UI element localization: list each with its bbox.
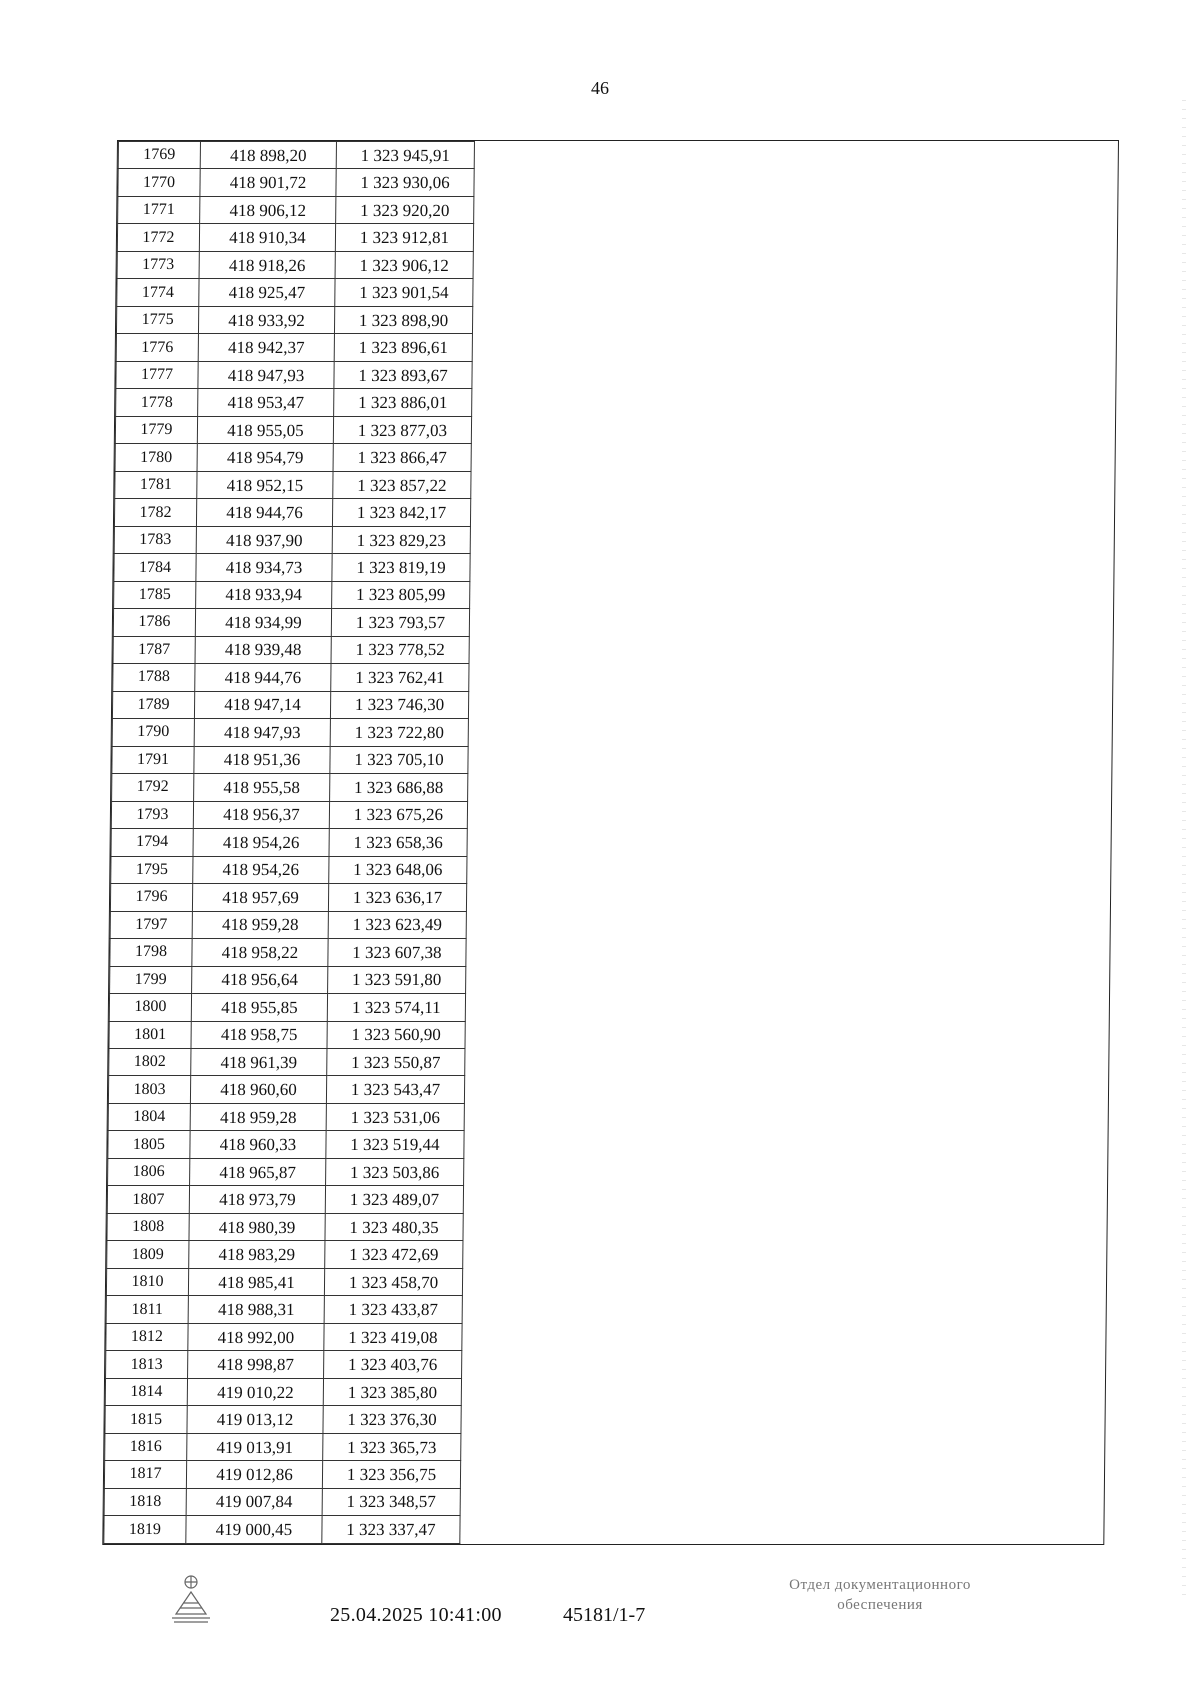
point-number-cell: 1793: [111, 801, 193, 828]
table-row: [116, 306, 472, 333]
coordinates-table-body: [104, 142, 475, 1544]
point-number-cell: 1780: [115, 444, 197, 471]
page-number: 46: [591, 78, 609, 98]
table-row: [116, 389, 472, 416]
y-coordinate-cell: 1 323 893,67: [334, 361, 472, 388]
y-coordinate-cell: 1 323 896,61: [334, 334, 472, 361]
x-coordinate-cell: 418 956,64: [192, 966, 328, 993]
point-number-cell: 1784: [114, 554, 196, 581]
table-row: [112, 746, 468, 773]
x-coordinate-cell: 418 918,26: [199, 251, 335, 278]
table-row: [115, 444, 471, 471]
y-coordinate-cell: 1 323 866,47: [333, 444, 471, 471]
y-coordinate-cell: 1 323 550,87: [327, 1048, 465, 1075]
x-coordinate-cell: 418 901,72: [200, 169, 336, 196]
x-coordinate-cell: 418 933,92: [198, 306, 334, 333]
x-coordinate-cell: 418 944,76: [196, 499, 332, 526]
x-coordinate-cell: 418 898,20: [200, 142, 336, 169]
x-coordinate-cell: 418 934,99: [195, 609, 331, 636]
x-coordinate-cell: 418 957,69: [192, 884, 328, 911]
x-coordinate-cell: 418 960,60: [190, 1076, 326, 1103]
table-row: [109, 1048, 465, 1075]
x-coordinate-cell: 418 947,93: [194, 719, 330, 746]
point-number-cell: 1800: [109, 994, 191, 1021]
y-coordinate-cell: 1 323 920,20: [336, 196, 474, 223]
y-coordinate-cell: 1 323 877,03: [333, 416, 471, 443]
y-coordinate-cell: 1 323 675,26: [329, 801, 467, 828]
y-coordinate-cell: 1 323 930,06: [336, 169, 474, 196]
y-coordinate-cell: 1 323 489,07: [325, 1186, 463, 1213]
point-number-cell: 1808: [107, 1213, 189, 1240]
stamp-line-2: обеспечения: [837, 1596, 923, 1613]
table-row: [115, 471, 471, 498]
table-row: [113, 636, 469, 663]
y-coordinate-cell: 1 323 829,23: [332, 526, 470, 553]
footer-datetime: 25.04.2025 10:41:00: [330, 1604, 502, 1626]
emblem-icon: [168, 1572, 214, 1624]
point-number-cell: 1816: [105, 1433, 187, 1460]
x-coordinate-cell: 418 910,34: [199, 224, 335, 251]
y-coordinate-cell: 1 323 945,91: [336, 142, 474, 169]
y-coordinate-cell: 1 323 531,06: [326, 1103, 464, 1130]
stamp-line-1: Отдел документационного: [789, 1577, 971, 1593]
table-row: [104, 1516, 460, 1544]
point-number-cell: 1782: [114, 499, 196, 526]
table-row: [111, 801, 467, 828]
x-coordinate-cell: 418 947,93: [198, 361, 334, 388]
point-number-cell: 1791: [112, 746, 194, 773]
table-row: [107, 1241, 463, 1268]
table-row: [111, 856, 467, 883]
table-row: [104, 1461, 460, 1488]
point-number-cell: 1799: [110, 966, 192, 993]
x-coordinate-cell: 418 937,90: [196, 526, 332, 553]
table-row: [118, 196, 474, 223]
y-coordinate-cell: 1 323 337,47: [322, 1516, 460, 1544]
table-row: [108, 1076, 464, 1103]
x-coordinate-cell: 418 955,05: [197, 416, 333, 443]
table-row: [112, 719, 468, 746]
x-coordinate-cell: 419 013,12: [187, 1406, 323, 1433]
point-number-cell: 1789: [112, 691, 194, 718]
point-number-cell: 1817: [104, 1461, 186, 1488]
x-coordinate-cell: 419 013,91: [187, 1433, 323, 1460]
x-coordinate-cell: 418 953,47: [198, 389, 334, 416]
table-row: [107, 1186, 463, 1213]
y-coordinate-cell: 1 323 746,30: [330, 691, 468, 718]
x-coordinate-cell: 418 992,00: [188, 1323, 324, 1350]
x-coordinate-cell: 419 012,86: [186, 1461, 322, 1488]
x-coordinate-cell: 418 958,22: [192, 939, 328, 966]
point-number-cell: 1805: [108, 1131, 190, 1158]
department-stamp: [720, 1576, 1040, 1615]
table-row: [105, 1378, 461, 1405]
x-coordinate-cell: 418 942,37: [198, 334, 334, 361]
y-coordinate-cell: 1 323 906,12: [335, 251, 473, 278]
x-coordinate-cell: 418 933,94: [196, 581, 332, 608]
y-coordinate-cell: 1 323 648,06: [329, 856, 467, 883]
x-coordinate-cell: 419 010,22: [187, 1378, 323, 1405]
table-row: [114, 526, 470, 553]
x-coordinate-cell: 418 983,29: [189, 1241, 325, 1268]
y-coordinate-cell: 1 323 793,57: [331, 609, 469, 636]
x-coordinate-cell: 418 961,39: [191, 1048, 327, 1075]
y-coordinate-cell: 1 323 543,47: [326, 1076, 464, 1103]
table-row: [109, 994, 465, 1021]
y-coordinate-cell: 1 323 901,54: [335, 279, 473, 306]
point-number-cell: 1814: [105, 1378, 187, 1405]
point-number-cell: 1777: [116, 361, 198, 388]
point-number-cell: 1801: [109, 1021, 191, 1048]
x-coordinate-cell: 418 954,26: [193, 829, 329, 856]
x-coordinate-cell: 418 947,14: [194, 691, 330, 718]
y-coordinate-cell: 1 323 519,44: [326, 1131, 464, 1158]
table-row: [110, 939, 466, 966]
y-coordinate-cell: 1 323 503,86: [326, 1158, 464, 1185]
y-coordinate-cell: 1 323 403,76: [324, 1351, 462, 1378]
table-row: [107, 1213, 463, 1240]
y-coordinate-cell: 1 323 636,17: [328, 884, 466, 911]
point-number-cell: 1798: [110, 939, 192, 966]
point-number-cell: 1772: [117, 224, 199, 251]
y-coordinate-cell: 1 323 348,57: [322, 1488, 460, 1515]
table-row: [115, 416, 471, 443]
y-coordinate-cell: 1 323 376,30: [323, 1406, 461, 1433]
y-coordinate-cell: 1 323 623,49: [328, 911, 466, 938]
y-coordinate-cell: 1 323 762,41: [331, 664, 469, 691]
y-coordinate-cell: 1 323 705,10: [330, 746, 468, 773]
x-coordinate-cell: 418 925,47: [199, 279, 335, 306]
y-coordinate-cell: 1 323 574,11: [327, 994, 465, 1021]
point-number-cell: 1781: [115, 471, 197, 498]
point-number-cell: 1783: [114, 526, 196, 553]
point-number-cell: 1788: [113, 664, 195, 691]
coordinates-table-frame: [102, 140, 1119, 1545]
table-row: [104, 1488, 460, 1515]
table-row: [109, 1021, 465, 1048]
table-row: [105, 1406, 461, 1433]
y-coordinate-cell: 1 323 560,90: [327, 1021, 465, 1048]
point-number-cell: 1806: [108, 1158, 190, 1185]
y-coordinate-cell: 1 323 480,35: [325, 1213, 463, 1240]
y-coordinate-cell: 1 323 686,88: [330, 774, 468, 801]
y-coordinate-cell: 1 323 458,70: [324, 1268, 462, 1295]
table-row: [117, 251, 473, 278]
table-row: [117, 279, 473, 306]
x-coordinate-cell: 418 998,87: [188, 1351, 324, 1378]
point-number-cell: 1819: [104, 1516, 186, 1544]
y-coordinate-cell: 1 323 419,08: [324, 1323, 462, 1350]
point-number-cell: 1771: [118, 196, 200, 223]
table-row: [108, 1158, 464, 1185]
x-coordinate-cell: 418 988,31: [188, 1296, 324, 1323]
table-row: [106, 1296, 462, 1323]
table-row: [118, 142, 474, 169]
point-number-cell: 1773: [117, 251, 199, 278]
table-row: [114, 581, 470, 608]
point-number-cell: 1803: [108, 1076, 190, 1103]
x-coordinate-cell: 418 951,36: [194, 746, 330, 773]
point-number-cell: 1811: [106, 1296, 188, 1323]
point-number-cell: 1812: [106, 1323, 188, 1350]
point-number-cell: 1776: [116, 334, 198, 361]
y-coordinate-cell: 1 323 472,69: [325, 1241, 463, 1268]
point-number-cell: 1818: [104, 1488, 186, 1515]
y-coordinate-cell: 1 323 898,90: [334, 306, 472, 333]
point-number-cell: 1785: [114, 581, 196, 608]
y-coordinate-cell: 1 323 607,38: [328, 939, 466, 966]
table-row: [116, 361, 472, 388]
point-number-cell: 1775: [116, 306, 198, 333]
table-row: [111, 829, 467, 856]
y-coordinate-cell: 1 323 857,22: [333, 471, 471, 498]
table-row: [113, 664, 469, 691]
x-coordinate-cell: 419 007,84: [186, 1488, 322, 1515]
x-coordinate-cell: 418 944,76: [195, 664, 331, 691]
table-row: [116, 334, 472, 361]
x-coordinate-cell: 418 965,87: [190, 1158, 326, 1185]
y-coordinate-cell: 1 323 356,75: [322, 1461, 460, 1488]
x-coordinate-cell: 418 973,79: [189, 1186, 325, 1213]
point-number-cell: 1787: [113, 636, 195, 663]
x-coordinate-cell: 418 954,79: [197, 444, 333, 471]
y-coordinate-cell: 1 323 385,80: [323, 1378, 461, 1405]
point-number-cell: 1778: [116, 389, 198, 416]
y-coordinate-cell: 1 323 365,73: [323, 1433, 461, 1460]
table-row: [106, 1323, 462, 1350]
table-row: [106, 1351, 462, 1378]
point-number-cell: 1810: [106, 1268, 188, 1295]
x-coordinate-cell: 418 958,75: [191, 1021, 327, 1048]
point-number-cell: 1769: [118, 142, 200, 169]
point-number-cell: 1794: [111, 829, 193, 856]
y-coordinate-cell: 1 323 658,36: [329, 829, 467, 856]
x-coordinate-cell: 418 956,37: [193, 801, 329, 828]
y-coordinate-cell: 1 323 722,80: [330, 719, 468, 746]
y-coordinate-cell: 1 323 912,81: [335, 224, 473, 251]
y-coordinate-cell: 1 323 433,87: [324, 1296, 462, 1323]
point-number-cell: 1802: [109, 1048, 191, 1075]
table-row: [106, 1268, 462, 1295]
scan-edge-artifact: [1182, 100, 1186, 1600]
x-coordinate-cell: 418 959,28: [190, 1103, 326, 1130]
table-row: [118, 169, 474, 196]
point-number-cell: 1809: [107, 1241, 189, 1268]
point-number-cell: 1770: [118, 169, 200, 196]
x-coordinate-cell: 418 934,73: [196, 554, 332, 581]
table-row: [112, 691, 468, 718]
y-coordinate-cell: 1 323 591,80: [328, 966, 466, 993]
point-number-cell: 1792: [112, 774, 194, 801]
y-coordinate-cell: 1 323 805,99: [332, 581, 470, 608]
x-coordinate-cell: 418 955,58: [194, 774, 330, 801]
table-row: [112, 774, 468, 801]
point-number-cell: 1804: [108, 1103, 190, 1130]
x-coordinate-cell: 418 980,39: [189, 1213, 325, 1240]
point-number-cell: 1807: [107, 1186, 189, 1213]
table-row: [114, 499, 470, 526]
table-row: [110, 966, 466, 993]
x-coordinate-cell: 418 959,28: [192, 911, 328, 938]
table-row: [114, 554, 470, 581]
footer-document-number: 45181/1-7: [563, 1604, 646, 1626]
point-number-cell: 1797: [110, 911, 192, 938]
point-number-cell: 1790: [112, 719, 194, 746]
x-coordinate-cell: 418 960,33: [190, 1131, 326, 1158]
point-number-cell: 1774: [117, 279, 199, 306]
table-row: [110, 884, 466, 911]
y-coordinate-cell: 1 323 842,17: [332, 499, 470, 526]
table-row: [117, 224, 473, 251]
x-coordinate-cell: 418 939,48: [195, 636, 331, 663]
point-number-cell: 1779: [115, 416, 197, 443]
x-coordinate-cell: 418 985,41: [188, 1268, 324, 1295]
point-number-cell: 1795: [111, 856, 193, 883]
x-coordinate-cell: 419 000,45: [186, 1516, 322, 1544]
coordinates-table: [103, 141, 475, 1544]
table-row: [108, 1103, 464, 1130]
table-row: [110, 911, 466, 938]
table-row: [113, 609, 469, 636]
point-number-cell: 1815: [105, 1406, 187, 1433]
y-coordinate-cell: 1 323 819,19: [332, 554, 470, 581]
x-coordinate-cell: 418 952,15: [197, 471, 333, 498]
point-number-cell: 1796: [110, 884, 192, 911]
point-number-cell: 1813: [106, 1351, 188, 1378]
x-coordinate-cell: 418 954,26: [193, 856, 329, 883]
table-row: [105, 1433, 461, 1460]
y-coordinate-cell: 1 323 778,52: [331, 636, 469, 663]
y-coordinate-cell: 1 323 886,01: [334, 389, 472, 416]
x-coordinate-cell: 418 906,12: [200, 196, 336, 223]
x-coordinate-cell: 418 955,85: [191, 994, 327, 1021]
table-row: [108, 1131, 464, 1158]
point-number-cell: 1786: [113, 609, 195, 636]
